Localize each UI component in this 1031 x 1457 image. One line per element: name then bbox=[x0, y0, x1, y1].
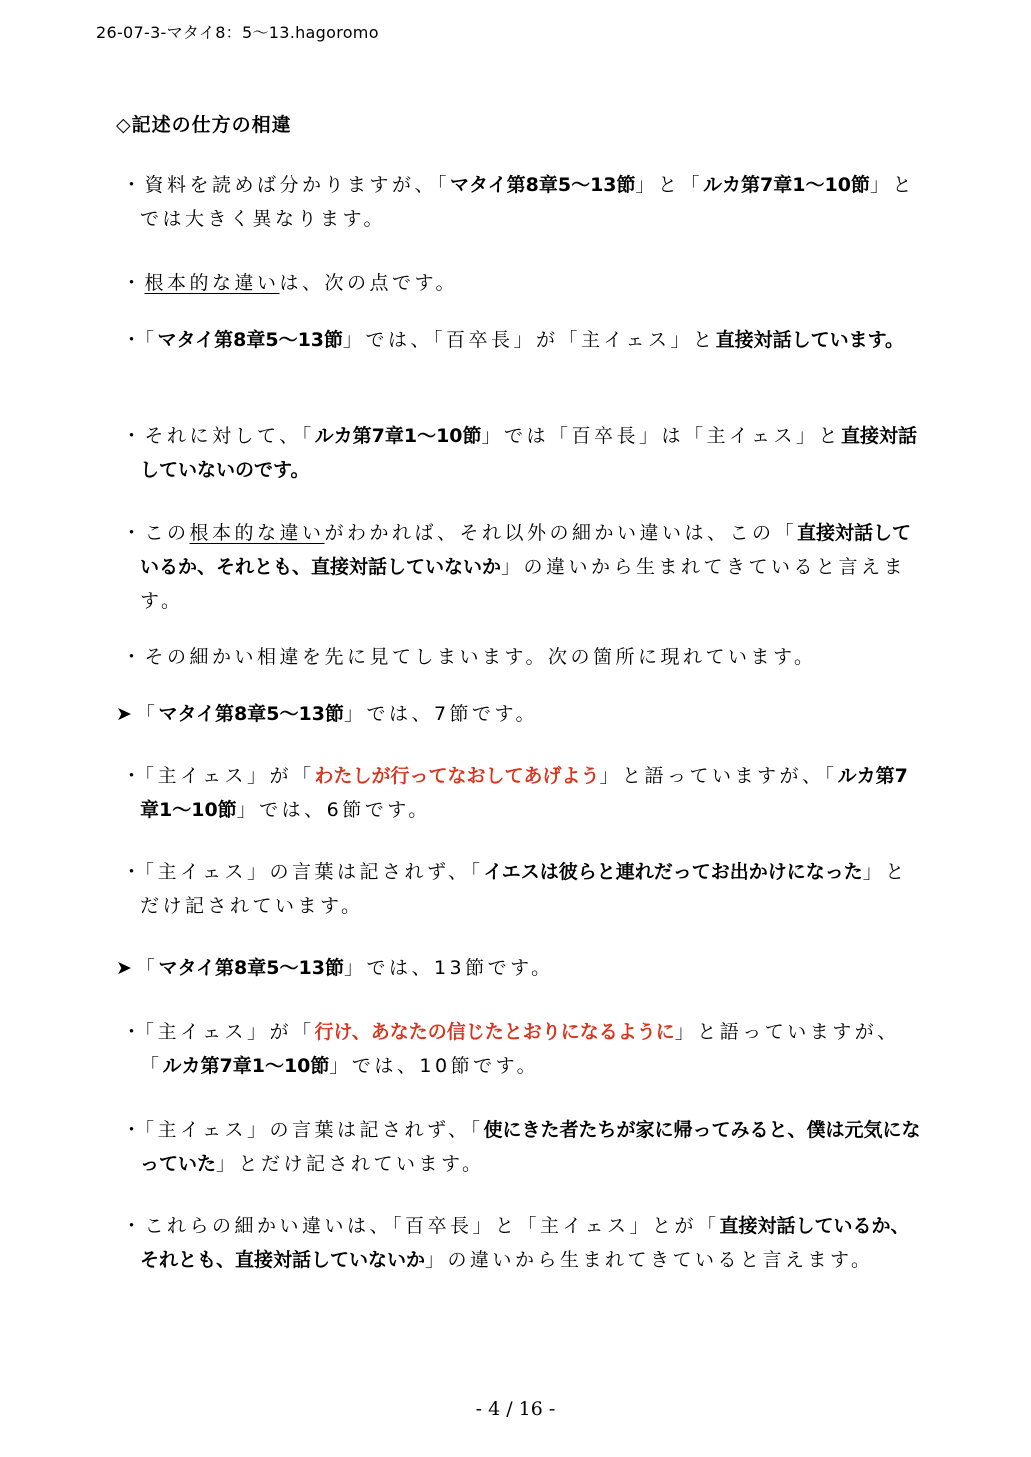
text: ・この bbox=[122, 522, 190, 544]
bold-text: 使にきた者たちが家に帰ってみると、僕は元気になっていた bbox=[140, 1119, 921, 1175]
text: 」と語っていますが、「 bbox=[599, 765, 838, 787]
text: 」では「百卒長」は「主イェス」と bbox=[481, 425, 842, 447]
text: 」と「 bbox=[635, 174, 704, 196]
text: 」では、「百卒長」が「主イェス」と bbox=[343, 329, 716, 351]
bold-text: ルカ第7章1〜10節 bbox=[314, 425, 482, 447]
highlighted-quote: わたしが行ってなおしてあげよう bbox=[314, 765, 600, 787]
bold-text: イエスは彼らと連れだってお出かけになった bbox=[483, 861, 863, 883]
arrow-item-1 bbox=[116, 697, 900, 731]
bold-text: 直接対話しているか、それとも、直接対話していないか bbox=[140, 522, 912, 578]
text: 」では、7節です。 bbox=[343, 703, 539, 725]
text: がわかれば、それ以外の細かい違いは、この「 bbox=[324, 522, 798, 544]
arrow-icon: ➤ bbox=[116, 703, 132, 725]
file-header: 26-07-3-マタイ8：5〜13.hagoromo bbox=[96, 23, 379, 42]
bold-text: マタイ第8章5〜13節 bbox=[158, 957, 344, 979]
highlighted-quote: 行け、あなたの信じたとおりになるように bbox=[314, 1021, 675, 1043]
paragraph-11 bbox=[122, 1209, 924, 1277]
text: ・「主イェス」が「 bbox=[122, 1021, 315, 1043]
bold-text: 直接対話しています。 bbox=[715, 329, 905, 351]
underlined-text: 根本的な違い bbox=[144, 272, 280, 294]
text: ・ bbox=[122, 272, 145, 294]
text: 」とだけ記されています。 bbox=[216, 1153, 485, 1175]
paragraph-8 bbox=[122, 855, 924, 923]
text: 」の違いから生まれてきていると言えます。 bbox=[140, 556, 907, 612]
text: 」では、13節です。 bbox=[343, 957, 554, 979]
text: ・それに対して、「 bbox=[122, 425, 315, 447]
underlined-text: 根本的な違い bbox=[189, 522, 325, 544]
bold-text: 直接対話しているか、それとも、直接対話していないか bbox=[140, 1215, 910, 1271]
paragraph-1 bbox=[122, 168, 924, 236]
paragraph-2 bbox=[122, 266, 924, 300]
bold-text: マタイ第8章5〜13節 bbox=[450, 174, 636, 196]
text: ・「 bbox=[122, 329, 158, 351]
text: ・「主イェス」が「 bbox=[122, 765, 315, 787]
text: 」では、10節です。 bbox=[329, 1055, 540, 1077]
text: 」の違いから生まれてきていると言えます。 bbox=[425, 1249, 874, 1271]
text: 「 bbox=[135, 703, 159, 725]
paragraph-6 bbox=[122, 640, 924, 674]
bold-text: ルカ第7章1〜10節 bbox=[140, 765, 908, 821]
arrow-item-2 bbox=[116, 951, 900, 985]
text: ・その細かい相違を先に見てしまいます。次の箇所に現れています。 bbox=[122, 646, 817, 668]
bold-text: ルカ第7章1〜10節 bbox=[703, 174, 870, 196]
paragraph-10 bbox=[122, 1113, 924, 1181]
arrow-icon: ➤ bbox=[116, 957, 132, 979]
bold-text: マタイ第8章5〜13節 bbox=[157, 329, 344, 351]
section-title: ◇記述の仕方の相違 bbox=[116, 114, 292, 136]
text: 」では、6節です。 bbox=[236, 799, 431, 821]
page-number: - 4 / 16 - bbox=[475, 1398, 556, 1420]
text: 」とでは大きく異なります。 bbox=[140, 174, 915, 230]
text: は、次の点です。 bbox=[279, 272, 459, 294]
text: ・「主イェス」の言葉は記されず、「 bbox=[122, 861, 484, 883]
text: ・資料を読めば分かりますが、「 bbox=[122, 174, 451, 196]
paragraph-9 bbox=[122, 1015, 924, 1083]
bold-text: マタイ第8章5〜13節 bbox=[158, 703, 344, 725]
text: 「 bbox=[135, 957, 159, 979]
paragraph-5 bbox=[122, 516, 924, 618]
paragraph-4 bbox=[122, 419, 924, 487]
paragraph-3 bbox=[122, 323, 924, 357]
paragraph-7 bbox=[122, 759, 924, 827]
text: ・「主イェス」の言葉は記されず、「 bbox=[122, 1119, 484, 1141]
text: ・これらの細かい違いは、「百卒長」と「主イェス」とが「 bbox=[122, 1215, 720, 1237]
bold-text: 直接対話していないのです。 bbox=[140, 425, 918, 481]
bold-text: ルカ第7章1〜10節 bbox=[162, 1055, 330, 1077]
text: 」と語っていますが、「 bbox=[140, 1021, 900, 1077]
text: 」とだけ記されています。 bbox=[140, 861, 908, 917]
